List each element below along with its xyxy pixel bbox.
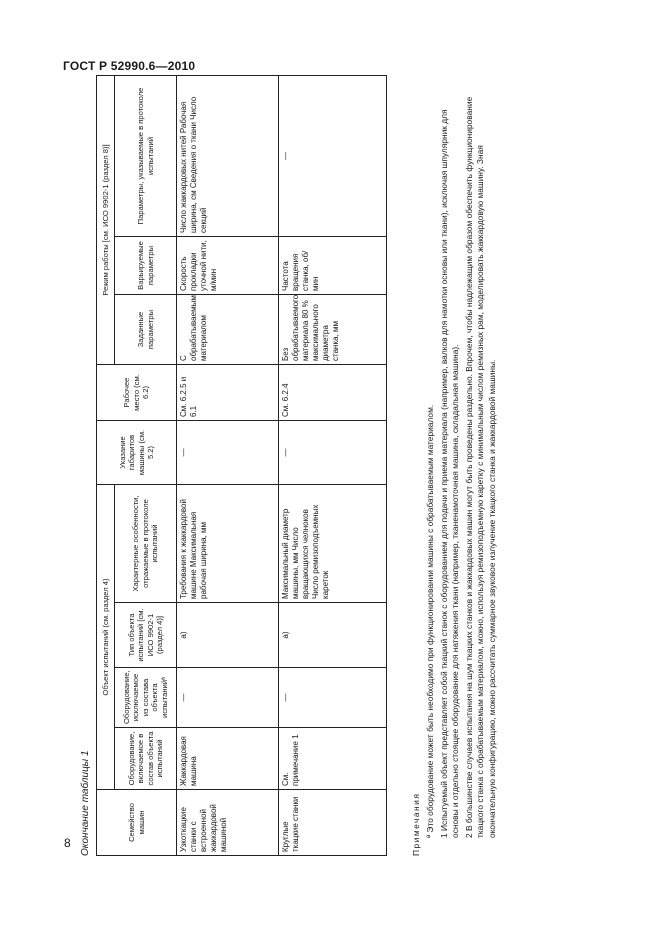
header-workplace: Рабочее место (см. 6.2) <box>97 365 177 421</box>
header-set-params: Заданные параметры <box>115 295 177 365</box>
notes-block <box>411 86 501 856</box>
note-1: 1 Испытуемый объект представляет собой ткацкий станок с оборудованием для подачи и приема материала (например, валков для намотки основы или ткани), исключая шпулярник для основы и отдельно стоящее оборудование для натяжения ткани (например, тканенамоточная машина, складальная машина). <box>439 109 461 838</box>
page-number: 8 <box>64 836 71 850</box>
cell-dimensions: — <box>177 421 279 485</box>
cell-excluded: — <box>279 668 387 728</box>
cell-included: См. примечание 1 <box>279 728 387 790</box>
data-table <box>96 75 387 856</box>
cell-workplace: См. 6.2.4 <box>279 365 387 421</box>
cell-set-params: Без обрабатываемого материала 80 % максимального диаметра станка, мм <box>279 295 387 365</box>
cell-family: Круглые ткацкие станки <box>279 790 387 856</box>
notes-title: Примечания <box>411 792 421 856</box>
header-characteristic: Характерные особенности, отражаемые в протоколе испытаний <box>115 485 177 603</box>
note-footnote: ª Это оборудование может быть необходимо при функционировании машины с обрабатываемым материалом. <box>425 404 436 838</box>
table-row <box>279 75 387 855</box>
cell-var-params: Скорость прокладки уточной нити, м/мин <box>177 237 279 295</box>
cell-report-params: — <box>279 75 387 236</box>
cell-family: Узкоткацкие станки с встроенной жаккардовой машиной <box>177 790 279 856</box>
header-object-type: Тип объекта испытаний [см. ИСО 9902-1 (раздел 4)] <box>115 603 177 668</box>
cell-var-params: Частота вращения станка, об/мин <box>279 237 387 295</box>
cell-excluded: — <box>177 668 279 728</box>
header-report-params: Параметры, указываемые в протоколе испытаний <box>115 75 177 236</box>
header-dimensions: Указание габаритов машины (см. 5.2) <box>97 421 177 485</box>
header-mode-group: Режим работы [см. ИСО 9902-1 (раздел 8)] <box>97 75 115 364</box>
cell-included: Жаккардовая машина <box>177 728 279 790</box>
note-2: 2 В большинстве случаев испытания на шум ткацких станков и жаккардовых машин могут быть проведены раздельно. Впрочем, чтобы надлежащим образом обеспечить функционирование ткацкого станка с обрабатываемым материалом, можно, используя ремизоподъемную каретку с минимальным числом ремизных рам, моделировать жаккардовую машину. Зная окончательную конфигурацию, можно рассчитать суммарное звуковое излучение ткацкого станка и жаккардовой машины. <box>464 96 497 838</box>
cell-workplace: См. 6.2.5 и 6.1 <box>177 365 279 421</box>
table-row <box>177 75 279 855</box>
cell-type: а) <box>177 603 279 668</box>
cell-characteristic: Требования к жаккардовой машине Максимальная рабочая ширина, мм <box>177 485 279 603</box>
header-family: Семейство машин <box>97 790 177 856</box>
header-var-params: Варьируемые параметры <box>115 237 177 295</box>
header-object-group: Объект испытаний (см. раздел 4) <box>97 485 115 790</box>
cell-report-params: Число жаккардовых нитей Рабочая ширина, см Сведения о ткани Число секций <box>177 75 279 236</box>
table-caption: Окончание таблицы 1 <box>80 750 91 856</box>
rotated-table-block <box>80 76 580 856</box>
cell-dimensions: — <box>279 421 387 485</box>
cell-type: а) <box>279 603 387 668</box>
header-equipment-excluded: Оборудование, исключаемое из состава объекта испытанийª <box>115 668 177 728</box>
cell-characteristic: Максимальный диаметр машины, мм Число вращающихся челноков Число ремизоподъемных кареток <box>279 485 387 603</box>
page-header: ГОСТ Р 52990.6—2010 <box>63 59 196 73</box>
header-equipment-included: Оборудование, включаемое в состав объекта испытаний <box>115 728 177 790</box>
cell-set-params: С обрабатываемым материалом <box>177 295 279 365</box>
